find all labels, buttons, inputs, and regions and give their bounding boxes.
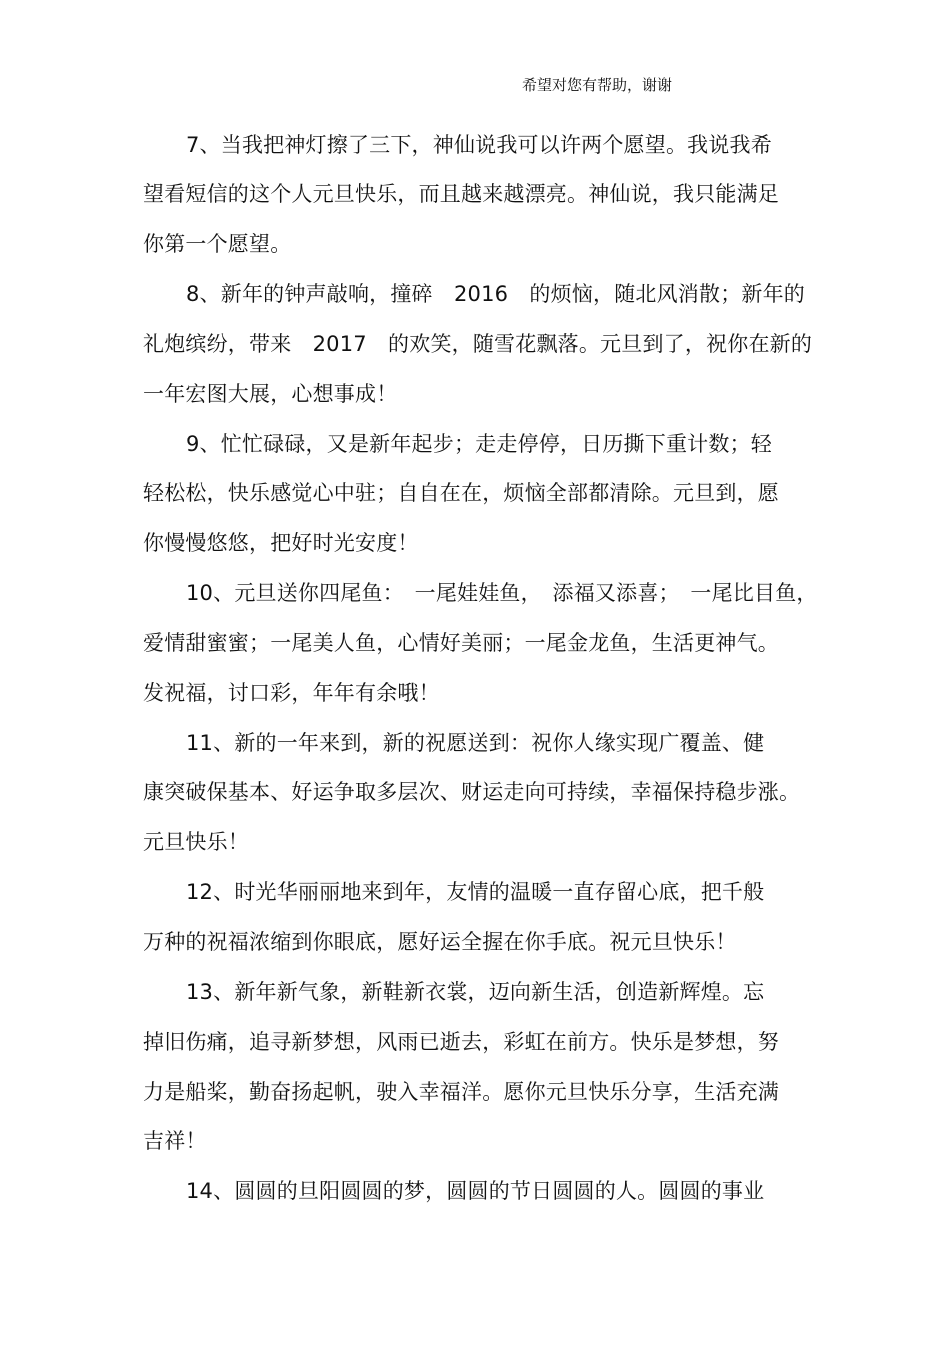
paragraph-10-line-3: 发祝福，讨口彩，年年有余哦！ <box>143 681 440 705</box>
paragraph-9-line-1: 9、忙忙碌碌，又是新年起步；走走停停，日历撕下重计数；轻 <box>186 432 772 456</box>
paragraph-7-line-3: 你第一个愿望。 <box>143 232 292 256</box>
paragraph-8-line-2: 礼炮缤纷，带来 2017 的欢笑，随雪花飘落。元旦到了，祝你在新的 <box>143 332 813 356</box>
paragraph-8-line-3: 一年宏图大展，心想事成！ <box>143 382 398 406</box>
paragraph-13-line-3: 力是船桨，勤奋扬起帆，驶入幸福洋。愿你元旦快乐分享，生活充满 <box>143 1080 779 1104</box>
paragraph-14-line-1: 14、圆圆的旦阳圆圆的梦，圆圆的节日圆圆的人。圆圆的事业 <box>186 1179 765 1203</box>
paragraph-9-line-2: 轻松松，快乐感觉心中驻；自自在在，烦恼全部都清除。元旦到，愿 <box>143 481 779 505</box>
paragraph-13-line-1: 13、新年新气象，新鞋新衣裳，迈向新生活，创造新辉煌。忘 <box>186 980 765 1004</box>
paragraph-13-line-4: 吉祥！ <box>143 1129 207 1153</box>
header-note: 希望对您有帮助，谢谢 <box>522 76 673 94</box>
paragraph-8-line-1: 8、新年的钟声敲响，撞碎 2016 的烦恼，随北风消散；新年的 <box>186 282 806 306</box>
paragraph-13-line-2: 掉旧伤痛，追寻新梦想，风雨已逝去，彩虹在前方。快乐是梦想，努 <box>143 1030 779 1054</box>
paragraph-7-line-2: 望看短信的这个人元旦快乐，而且越来越漂亮。神仙说，我只能满足 <box>143 182 779 206</box>
paragraph-7-line-1: 7、当我把神灯擦了三下，神仙说我可以许两个愿望。我说我希 <box>186 133 772 157</box>
paragraph-11-line-2: 康突破保基本、好运争取多层次、财运走向可持续，幸福保持稳步涨。 <box>143 780 801 804</box>
paragraph-10-line-1: 10、元旦送你四尾鱼： 一尾娃娃鱼， 添福又添喜； 一尾比目鱼， <box>186 581 818 605</box>
paragraph-10-line-2: 爱情甜蜜蜜；一尾美人鱼，心情好美丽；一尾金龙鱼，生活更神气。 <box>143 631 779 655</box>
paragraph-9-line-3: 你慢慢悠悠，把好时光安度！ <box>143 531 419 555</box>
paragraph-11-line-3: 元旦快乐！ <box>143 830 249 854</box>
paragraph-12-line-2: 万种的祝福浓缩到你眼底，愿好运全握在你手底。祝元旦快乐！ <box>143 930 737 954</box>
paragraph-12-line-1: 12、时光华丽丽地来到年，友情的温暖一直存留心底，把千般 <box>186 880 765 904</box>
paragraph-11-line-1: 11、新的一年来到，新的祝愿送到：祝你人缘实现广覆盖、健 <box>186 731 765 755</box>
